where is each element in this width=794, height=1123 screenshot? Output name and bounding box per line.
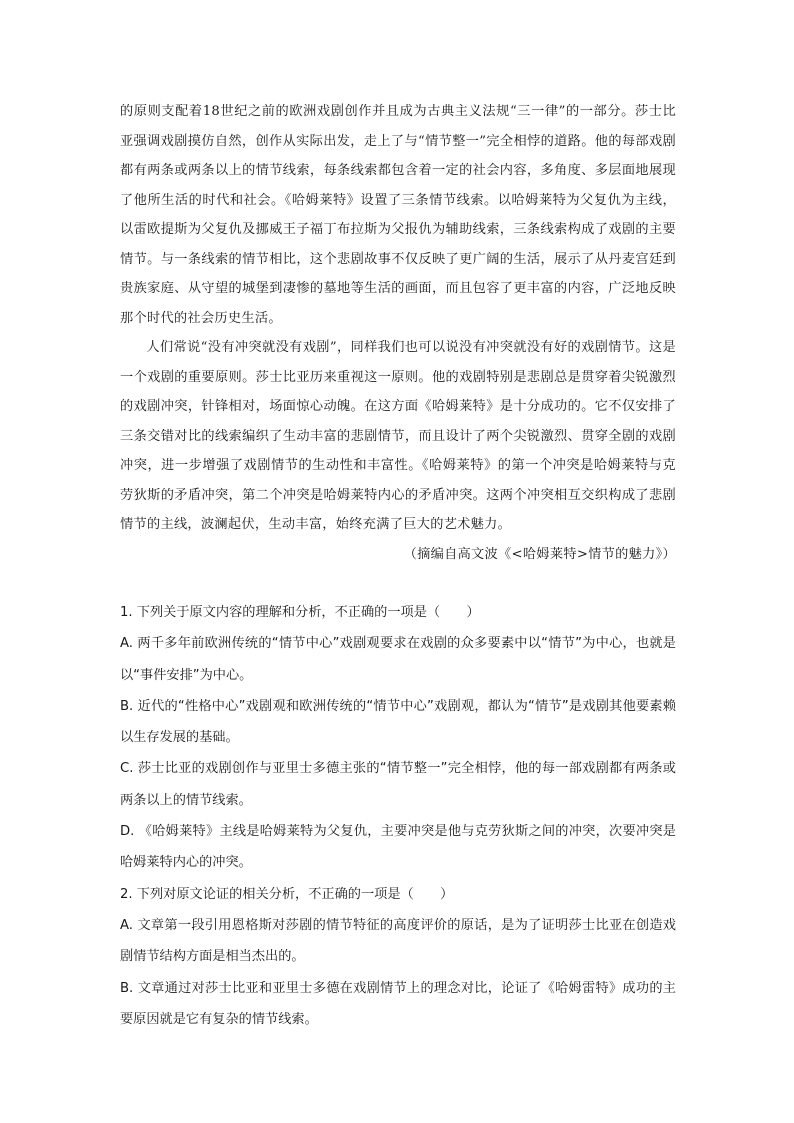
- question-1-option-a: A. 两千多年前欧洲传统的“情节中心”戏剧观要求在戏剧的众多要素中以“情节”为中心，也就是以“事件安排”为中心。: [120, 636, 676, 683]
- question-2-option-b: B. 文章通过对莎士比亚和亚里士多德在戏剧情节上的理念对比，论证了《哈姆雷特》成功的主要原因就是它有复杂的情节线索。: [120, 980, 676, 1027]
- question-2-option-a: A. 文章第一段引用恩格斯对莎剧的情节特征的高度评价的原话，是为了证明莎士比亚在创造戏剧情节结构方面是相当杰出的。: [120, 917, 676, 965]
- passage-paragraph-1: 的原则支配着18世纪之前的欧洲戏剧创作并且成为古典主义法规“三一律”的一部分。莎士比亚强调戏剧摸仿自然，创作从实际出发，走上了与“情节整一”完全相悖的道路。他的每部戏剧都有两条或两条以上的情节线索，每条线索都包含着一定的社会内容，多角度、多层面地展现了他所生活的时代和社会。《哈姆莱特》设置了三条情节线索。以哈姆莱特为父复仇为主线，以雷欧提斯为父复仇及挪威王子福丁布拉斯为父报仇为辅助线索，三条线索构成了戏剧的主要情节。与一条线索的情节相比，这个悲剧故事不仅反映了更广阔的生活，展示了从丹麦宫廷到贵族家庭、从守望的城堡到凄惨的墓地等生活的画面，而且包容了更丰富的内容，广泛地反映那个时代的社会历史生活。: [120, 104, 676, 326]
- questions-section: [120, 597, 676, 1035]
- question-1-stem: 1. 下列关于原文内容的理解和分析，不正确的一项是（ ）: [120, 605, 480, 620]
- question-1-option-d: D. 《哈姆莱特》主线是哈姆莱特为父复仇，主要冲突是他与克劳狄斯之间的冲突，次要冲突是哈姆莱特内心的冲突。: [120, 824, 676, 871]
- question-1-option-c: C. 莎士比亚的戏剧创作与亚里士多德主张的“情节整一”完全相悖，他的每一部戏剧都有两条或两条以上的情节线索。: [120, 761, 676, 808]
- question-2-stem: 2. 下列对原文论证的相关分析，不正确的一项是（ ）: [120, 886, 454, 902]
- reading-passage: [120, 97, 676, 569]
- passage-source: （摘编自高文波《<哈姆莱特>情节的魅力》）: [403, 546, 676, 562]
- passage-paragraph-2: 人们常说“没有冲突就没有戏剧”，同样我们也可以说没有冲突就没有好的戏剧情节。这是一个戏剧的重要原则。莎士比亚历来重视这一原则。他的戏剧特别是悲剧总是贯穿着尖锐激烈的戏剧冲突，针锋相对，场面惊心动魄。在这方面《哈姆莱特》是十分成功的。它不仅安排了三条交错对比的线索编织了生动丰富的悲剧情节，而且设计了两个尖锐激烈、贯穿全剧的戏剧冲突，进一步增强了戏剧情节的生动性和丰富性。《哈姆莱特》的第一个冲突是哈姆莱特与克劳狄斯的矛盾冲突，第二个冲突是哈姆莱特内心的矛盾冲突。这两个冲突相互交织构成了悲剧情节的主线，波澜起伏，生动丰富，始终充满了巨大的艺术魅力。: [120, 340, 676, 532]
- question-1-option-b: B. 近代的“性格中心”戏剧观和欧洲传统的“情节中心”戏剧观，都认为“情节”是戏剧其他要素赖以生存发展的基础。: [120, 698, 676, 746]
